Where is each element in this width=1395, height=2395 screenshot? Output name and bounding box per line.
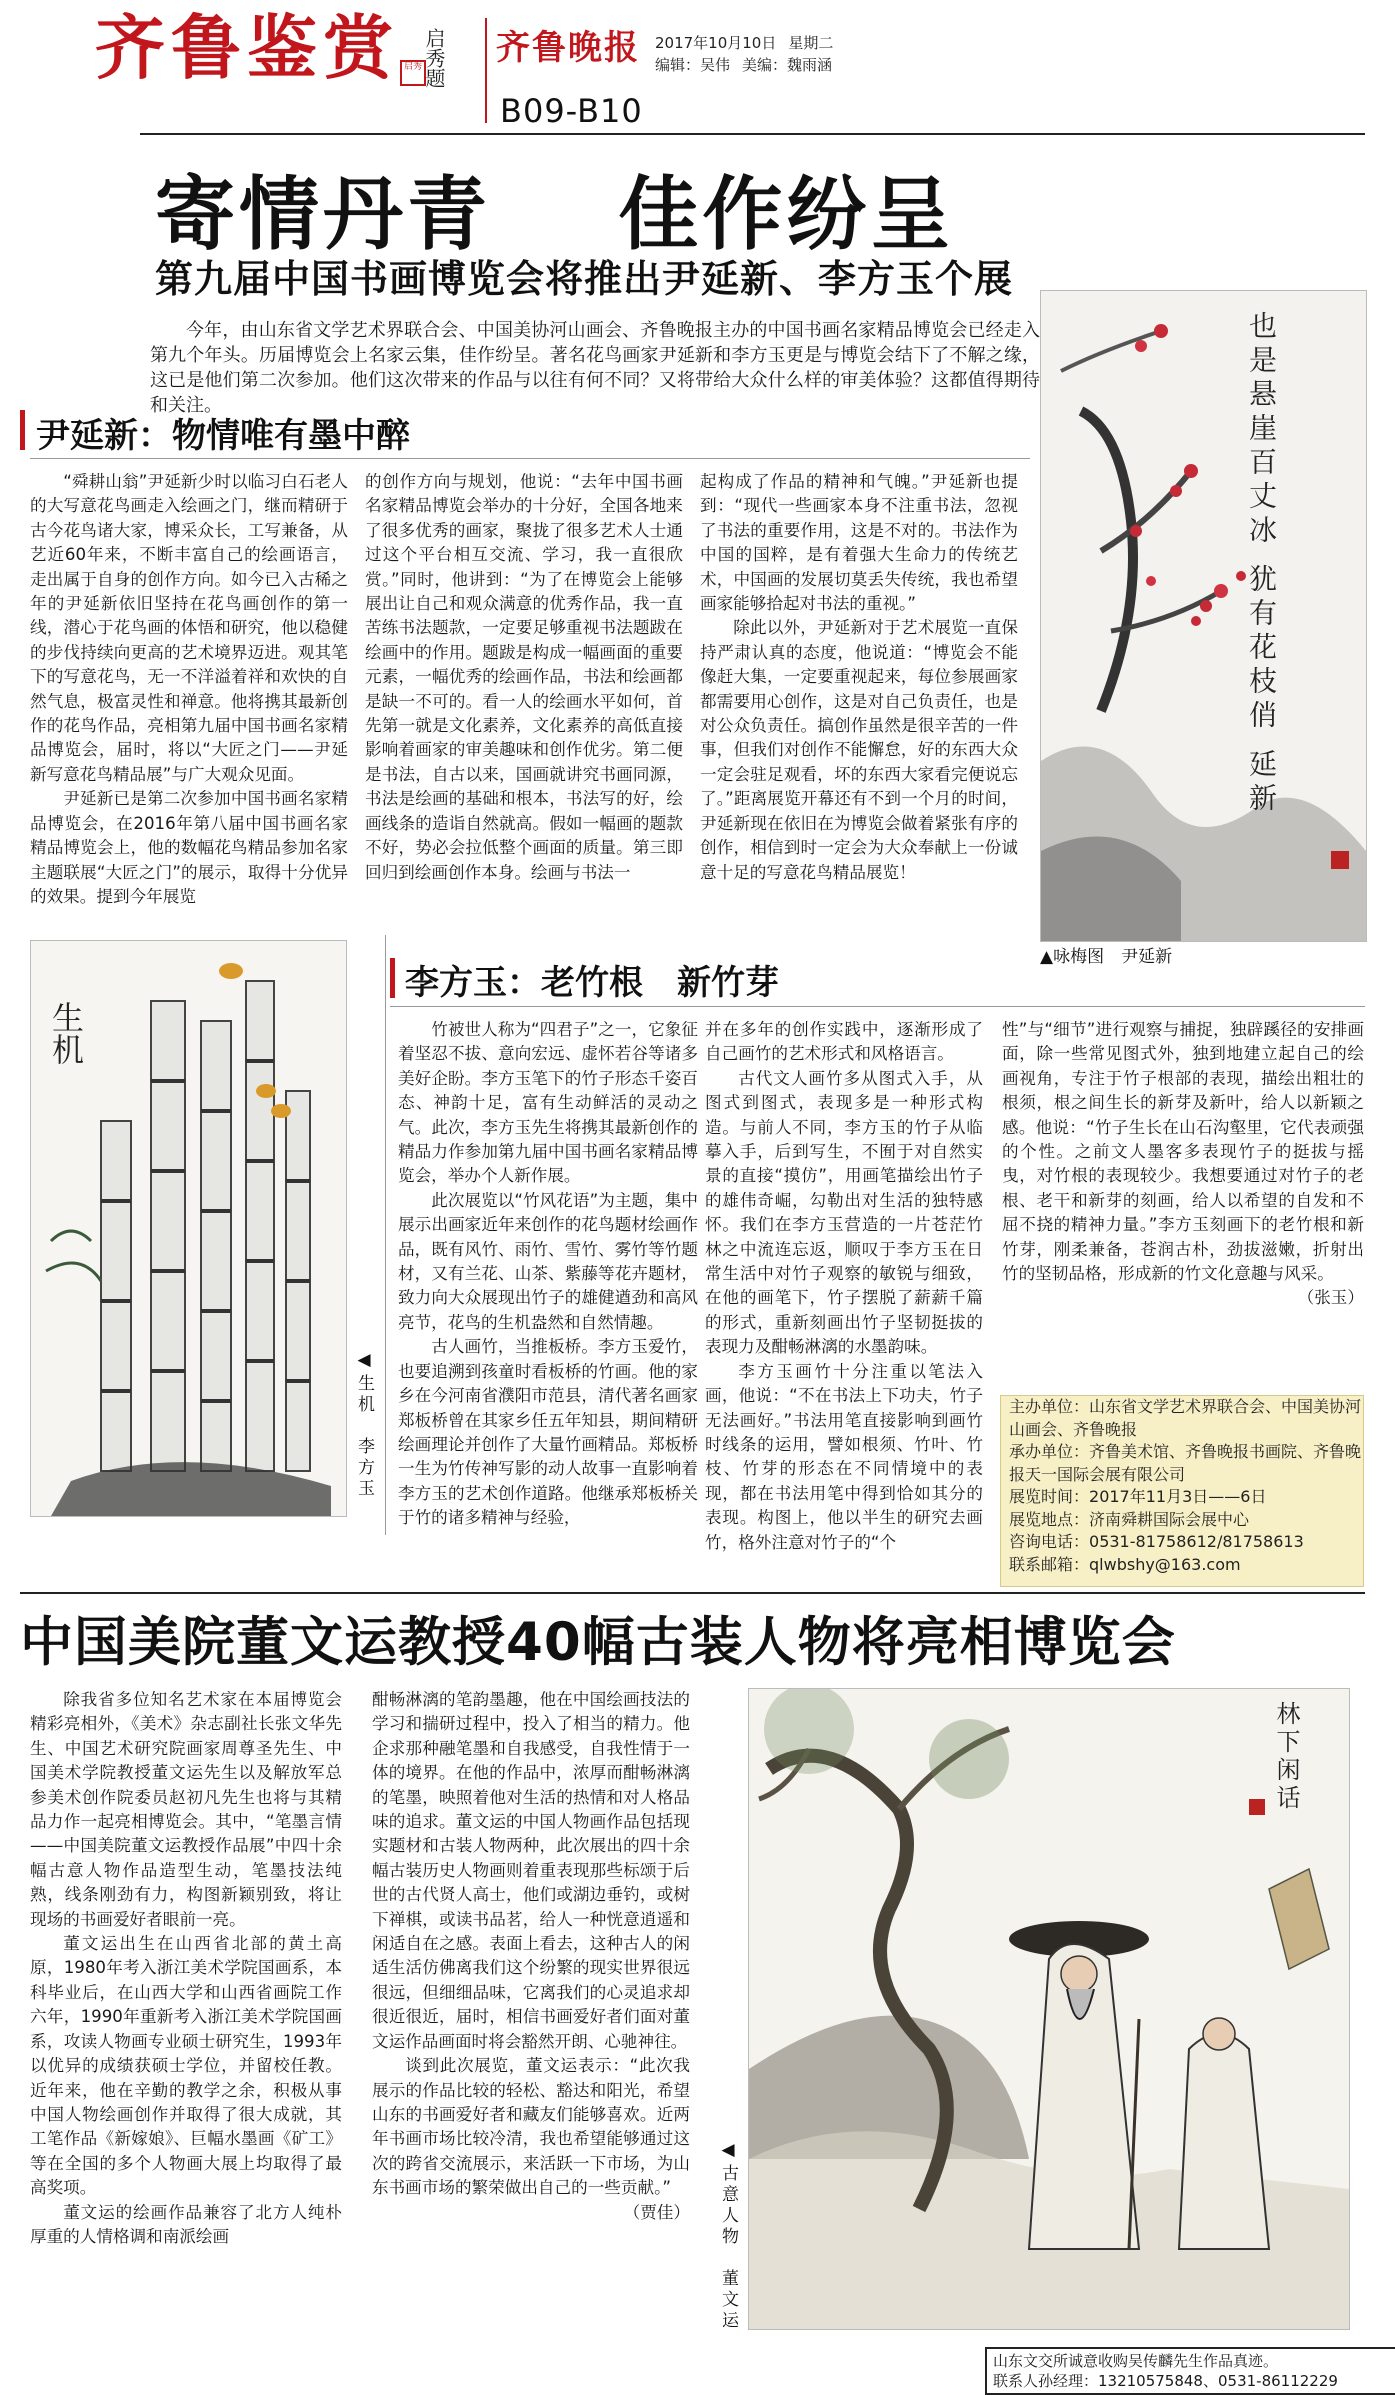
byline: （贾佳） <box>623 2202 690 2222</box>
issue-weekday: 星期二 <box>788 34 834 52</box>
section2-title: 李方玉：老竹根 新竹芽 <box>405 963 779 1003</box>
paragraph: 酣畅淋漓的笔韵墨趣，他在中国绘画技法的学习和揣研过程中，投入了相当的精力。他企求那种融笔墨和自我感受，自我性情于一体的境界。在他的作品中，浓厚而酣畅淋漓的笔墨，映照着他对生活的热情和对人格品味的追求。董文运的中国人物画作品包括现实题材和古装人物两种，此次展出的四十余幅古装历史人物画则着重表现那些标颂于后世的古代贤人高士，他们或湖边垂钓，或树下禅棋，或读书品茗，给人一种恍意逍遥和闲适自在之感。表面上看去，这种古人的闲适生活仿佛离我们这个纷繁的现实世界很远很远，但细细品味，它离我们的心灵追求却很近很近，届时，相信书画爱好者们面对董文运作品画面时将会豁然开朗、心驰神往。 <box>372 1690 690 2051</box>
paragraph: 董文运出生在山西省北部的黄土高原，1980年考入浙江美术学院国画系，本科毕业后，在山西大学和山西省画院工作六年，1990年重新考入浙江美术学院国画系，攻读人物画专业硕士研究生，1993年以优异的成绩获硕士学位，并留校任教。近年来，他在辛勤的教学之余，积极从事中国人物绘画创作并取得了很大成就，其工笔作品《新嫁娘》、巨幅水墨画《矿工》等在全国的多个人物画大展上均取得了最高奖项。 <box>30 1934 342 2198</box>
section3-headline: 中国美院董文运教授40幅古装人物将亮相博览会 <box>20 1612 1176 1673</box>
paragraph: 此次展览以“竹风花语”为主题，集中展示出画家近年来创作的花鸟题材绘画作品，既有风竹、雨竹、雪竹、雾竹等竹题材，又有兰花、山茶、紫藤等花卉题材，致力向大众展现出竹子的雄健遒劲和高风亮节，花鸟的生机盎然和自然情趣。 <box>398 1190 698 1332</box>
paragraph: 李方玉画竹十分注重以笔法入画，他说：“不在书法上下功夫，竹子无法画好。”书法用笔直接影响到画竹时线条的运用，譬如根须、竹叶、竹枝、竹芽的形态在不同情境中的表现，都在书法用笔中得到恰如其分的表现。构图上，他以半生的研究去画竹，格外注意对竹子的“个 <box>705 1361 983 1552</box>
column-logo: 齐鲁鉴赏 <box>95 6 399 89</box>
paragraph: 性”与“细节”进行观察与捕捉，独辟蹊径的安排画面，除一些常见图式外，独到地建立起自己的绘画视角，专注于竹子根部的表现，描绘出粗壮的根须，根之间生长的新芽及新叶，给人以新颖之感。他说：“竹子生长在山石沟壑里，它代表顽强的个性。之前文人墨客多表现竹子的挺拔与摇曳，对竹根的表现较少。我想要通过对竹子的老根、老干和新芽的刻画，给人以希望的自发和不屈不挠的精神力量。”李方玉刻画下的老竹根和新竹芽，刚柔兼备，苍润古朴，劲拔滋嫩，折射出竹的坚韧品格，形成新的竹文化意趣与风采。 <box>1002 1020 1364 1284</box>
paragraph: 并在多年的创作实践中，逐渐形成了自己画竹的艺术形式和风格语言。 <box>705 1020 983 1064</box>
exhibition-info-box <box>1000 1395 1364 1587</box>
issue-date: 2017年10月10日 <box>655 34 777 52</box>
bamboo-inscription: 生机 <box>47 1001 85 1065</box>
section3-top-rule <box>20 1592 1365 1594</box>
section2-marker <box>390 958 395 998</box>
email-row: 联系邮箱：qlwbshy@163.com <box>1009 1554 1241 1574</box>
section1-rule <box>30 458 1030 459</box>
masthead-divider <box>485 18 487 123</box>
lead-headline: 寄情丹青 佳作纷呈 <box>155 167 955 261</box>
paragraph: 董文运的绘画作品兼容了北方人纯朴厚重的人情格调和南派绘画 <box>30 2202 342 2246</box>
lead-subheadline: 第九届中国书画博览会将推出尹延新、李方玉个展 <box>155 257 1014 301</box>
section3-col1 <box>30 1688 342 2249</box>
ad-line1: 山东文交所诚意收购吴传麟先生作品真迹。 <box>993 2352 1279 2370</box>
plum-caption: ▲咏梅图 尹延新 <box>1040 947 1173 967</box>
paragraph: 竹被世人称为“四君子”之一，它象征着坚忍不拔、意向宏远、虚怀若谷等诸多美好企盼。李方玉笔下的竹子形态千姿百态、神韵十足，富有生动鲜活的灵动之气。此次，李方玉先生将携其最新创作的精品力作参加第九届中国书画名家精品博览会，举办个人新作展。 <box>398 1020 698 1186</box>
figure-caption: ◀古意人物 董文运 <box>718 2140 738 2332</box>
section1-marker <box>20 410 25 450</box>
section2-col2 <box>705 1018 983 1555</box>
section3-col2 <box>372 1688 690 2225</box>
seal-stamp: 启秀 <box>400 60 426 86</box>
figure-painting <box>748 1688 1350 2330</box>
undertaker-row: 承办单位：齐鲁美术馆、齐鲁晚报书画院、齐鲁晚报天一国际会展有限公司 <box>1009 1442 1362 1484</box>
paragraph: 除此以外，尹延新对于艺术展览一直保持严肃认真的态度，他说道：“博览会不能像赶大集，一定要重视起来，每位参展画家都需要用心创作，这是对自己负责任，也是对公众负责任。搞创作虽然是很辛苦的一件事，但我们对创作不能懈怠，好的东西大众一定会驻足观看，坏的东西大家看完便说忘了。”距离展览开幕还有不到一个月的时间，尹延新现在依旧在为博览会做着紧张有序的创作，相信到时一定会为大众奉献上一份诚意十足的写意花鸟精品展览！ <box>700 618 1018 882</box>
collection-ad <box>985 2347 1395 2395</box>
paragraph: 起构成了作品的精神和气魄。”尹延新也提到：“现代一些画家本身不注重书法，忽视了书法的重要作用，这是不对的。书法作为中国的国粹，是有着强大生命力的传统艺术，中国画的发展切莫丢失传统，我也希望画家能够拾起对书法的重视。” <box>700 472 1018 614</box>
time-row: 展览时间：2017年11月3日——6日 <box>1009 1487 1267 1506</box>
plum-inscription: 也是悬崖百丈冰 犹有花枝俏 延新 <box>1245 311 1278 817</box>
paragraph: 尹延新已是第二次参加中国书画名家精品博览会，在2016年第八届中国书画名家精品博览会上，他的数幅花鸟精品参加名家主题联展“大匠之门”的展示，取得十分优异的效果。提到今年展览 <box>30 789 348 906</box>
paragraph: 的创作方向与规划，他说：“去年中国书画名家精品博览会举办的十分好，全国各地来了很多优秀的画家，聚拢了很多艺术人士通过这个平台相互交流、学习，我一直很欣赏。”同时，他讲到：“为了在博览会上能够展出让自己和观众满意的优秀作品，我一直苦练书法题款，一定要足够重视书法题跋在绘画中的作用。题跋是构成一幅画面的重要元素，一幅优秀的绘画作品，书法和绘画都是缺一不可的。看一人的绘画水平如何，首先第一就是文化素养，文化素养的高低直接影响着画家的审美趣味和创作优劣。第二便是书法，自古以来，国画就讲究书画同源，书法是绘画的基础和根本，书法写的好，绘画线条的造诣自然就高。假如一幅画的题款不好，势必会拉低整个画面的质量。第三即回归到绘画创作本身。绘画与书法一 <box>365 472 683 882</box>
bamboo-caption: ◀生机 李方玉 <box>354 1350 374 1500</box>
figure-painting-art <box>749 1689 1349 2329</box>
masthead-rule <box>140 133 1365 135</box>
calligrapher-signature: 启秀题 <box>422 28 446 88</box>
bamboo-painting <box>30 940 347 1517</box>
section1-col1 <box>30 470 348 909</box>
masthead-meta <box>655 32 845 76</box>
paragraph: 古人画竹，当推板桥。李方玉爱竹，也要追溯到孩童时看板桥的竹画。他的家乡在今河南省濮阳市范县，清代著名画家郑板桥曾在其家乡任五年知县，期间精研绘画理论并创作了大量竹画精品。郑板桥一生为竹传神写影的动人故事一直影响着李方玉的艺术创作道路。他继承郑板桥关于竹的诸多精神与经验， <box>398 1337 698 1528</box>
organizer-row: 主办单位：山东省文学艺术界联合会、中国美协河山画会、齐鲁晚报 <box>1009 1397 1362 1439</box>
paragraph: 除我省多位知名艺术家在本届博览会精彩亮相外，《美术》杂志副社长张文华先生、中国艺术研究院画家周尊圣先生、中国美术学院教授董文运先生以及解放军总参美术创作院委员赵初凡先生也将与其精品力作一起亮相博览会。其中，“笔墨言情——中国美院董文运教授作品展”中四十余幅古意人物作品造型生动，笔墨技法纯熟，线条刚劲有力，构图新颖别致，将让现场的书画爱好者眼前一亮。 <box>30 1690 342 1929</box>
section2-left-rule <box>385 935 386 1535</box>
phone-row: 咨询电话：0531-81758612/81758613 <box>1009 1532 1304 1551</box>
byline: （张玉） <box>1297 1288 1364 1308</box>
lead-intro: 今年，由山东省文学艺术界联合会、中国美协河山画会、齐鲁晚报主办的中国书画名家精品博览会已经走入第九个年头。历届博览会上名家云集，佳作纷呈。著名花鸟画家尹延新和李方玉更是与博览会结下了不解之缘，这已是他们第二次参加。他们这次带来的作品与以往有何不同？又将带给大众什么样的审美体验？这都值得期待和关注。 <box>150 320 1040 416</box>
paragraph: “舜耕山翁”尹延新少时以临习白石老人的大写意花鸟画走入绘画之门，继而精研于古今花鸟诸大家，博采众长，工写兼备，从艺近60年来，不断丰富自己的绘画语言，走出属于自身的创作方向。如今已入古稀之年的尹延新依旧坚持在花鸟画创作的第一线，潜心于花鸟画的体悟和研究，他以稳健的步伐持续向更高的艺术境界迈进。观其笔下的写意花鸟，无一不洋溢着祥和欢快的自然气息，极富灵性和禅意。他将携其最新创作的花鸟作品，亮相第九届中国书画名家精品博览会，届时，将以“大匠之门——尹延新写意花鸟精品展”与广大观众见面。 <box>30 472 348 784</box>
ad-line2: 联系人孙经理：13210575848、0531-86112229 <box>993 2372 1338 2390</box>
plum-painting-art <box>1041 291 1366 941</box>
section2-col1 <box>398 1018 698 1531</box>
place-row: 展览地点：济南舜耕国际会展中心 <box>1009 1509 1250 1529</box>
section1-col3 <box>700 470 1018 885</box>
paragraph: 古代文人画竹多从图式入手，从图式到图式，表现多是一种形式构造。与前人不同，李方玉的竹子从临摹入手，后到写生，不囿于对自然实景的直接“摸仿”，用画笔描绘出竹子的雄伟奇崛，勾勒出对生活的独特感怀。我们在李方玉营造的一片苍茫竹林之中流连忘返，顺叹于李方玉在日常生活中对竹子观察的敏锐与细致，在他的画笔下，竹子摆脱了薪薪千篇的形式，重新刻画出竹子坚韧挺拔的表现力及酣畅淋漓的水墨韵味。 <box>705 1068 983 1357</box>
section1-col2 <box>365 470 683 885</box>
designer-credit: 美编：魏雨涵 <box>742 56 833 74</box>
section2-rule <box>390 1006 1365 1007</box>
editor-credit: 编辑：吴伟 <box>655 56 731 74</box>
page-range: B09-B10 <box>500 92 643 130</box>
section1-title: 尹延新：物情唯有墨中醉 <box>36 416 410 456</box>
figure-inscription: 林下闲话 <box>1272 1701 1300 1813</box>
plum-painting <box>1040 290 1367 942</box>
paragraph: 谈到此次展览，董文运表示：“此次我展示的作品比较的轻松、豁达和阳光，希望山东的书画爱好者和藏友们能够喜欢。近两年书画市场比较冷清，我也希望能够通过这次的跨省交流展示，来活跃一下市场，为山东书画市场的繁荣做出自己的一些贡献。” <box>372 2056 690 2198</box>
newspaper-logo: 齐鲁晚报 <box>496 28 640 68</box>
section2-col3 <box>1002 1018 1364 1311</box>
